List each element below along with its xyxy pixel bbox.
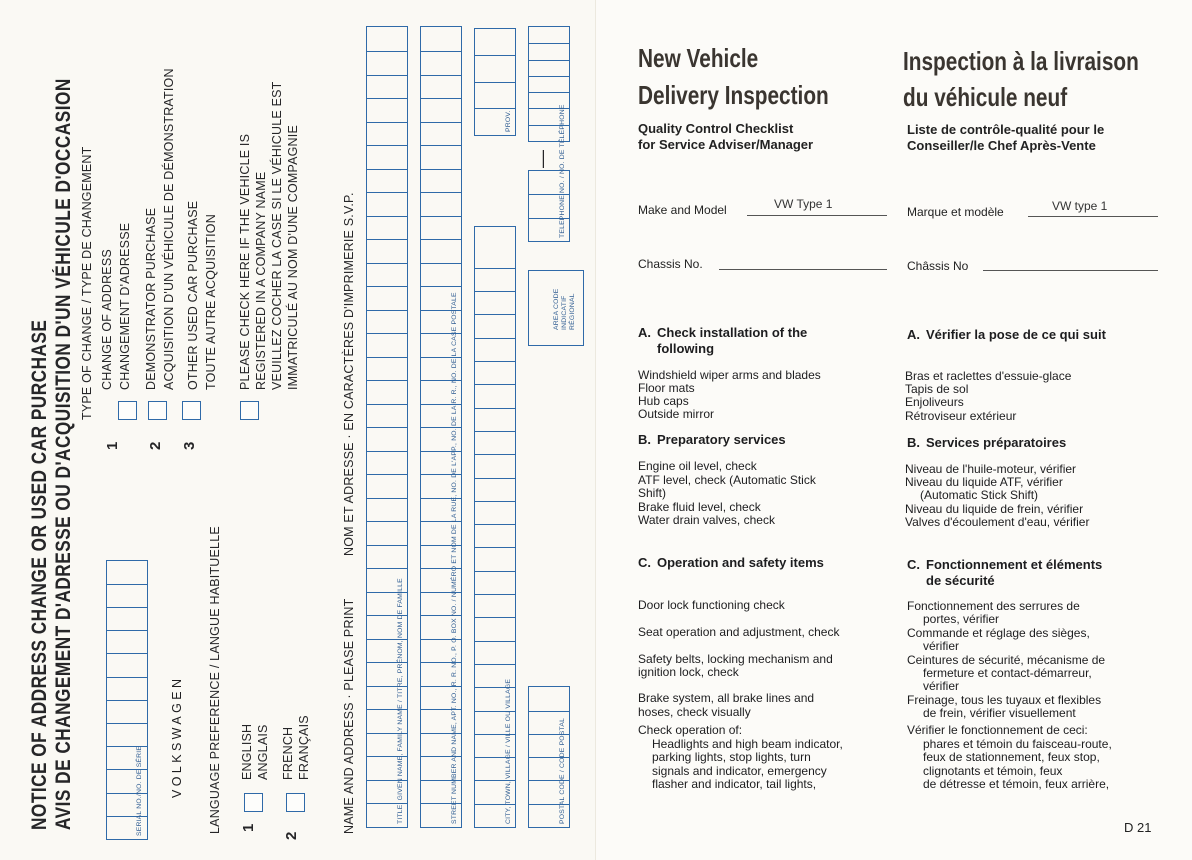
- company-registration-checkbox[interactable]: [240, 401, 259, 420]
- type-2-number: 2: [147, 441, 164, 450]
- item-b1-fr: Niveau de l'huile-moteur, vérifier: [905, 462, 1077, 476]
- item-c5-fr-2: phares et témoin du faisceau-route,: [923, 737, 1112, 751]
- area-code-label-2: INDICATIF: [561, 295, 568, 330]
- city-field-label: CITY, TOWN, VILLAGE / VILLE OU VILLAGE: [505, 678, 512, 824]
- item-b2-fr: Niveau du liquide ATF, vérifier: [905, 475, 1063, 489]
- language-francais-label: FRANÇAIS: [297, 715, 311, 780]
- item-c5-fr-1: Vérifier le fonctionnement de ceci:: [907, 723, 1088, 737]
- section-c-letter-en: C.: [638, 555, 651, 570]
- item-a1-fr: Bras et raclettes d'essuie-glace: [905, 369, 1072, 383]
- section-a-letter-fr: A.: [907, 327, 920, 342]
- name-field-label: TITLE, GIVEN NAME, FAMILY NAME / TITRE, PRÉNOM, NOM DE FAMILLE: [397, 578, 404, 824]
- item-b4-en: Brake fluid level, check: [638, 500, 761, 514]
- name-address-header-fr: NOM ET ADRESSE · EN CARACTÈRES D'IMPRIMERIE S.V.P.: [342, 192, 356, 556]
- item-a4-fr: Rétroviseur extérieur: [905, 409, 1017, 423]
- language-1-number: 1: [240, 823, 257, 832]
- item-a1-en: Windshield wiper arms and blades: [638, 368, 821, 382]
- other-used-car-label: OTHER USED CAR PURCHASE: [186, 200, 200, 390]
- chassis-label-en: Chassis No.: [638, 257, 703, 271]
- company-line-1: PLEASE CHECK HERE IF THE VEHICLE IS: [238, 133, 252, 390]
- telephone-label: TELEPHONE NO. / NO. DE TÉLÉPHONE: [559, 104, 566, 238]
- make-model-label-en: Make and Model: [638, 203, 727, 217]
- item-b5-fr: Valves d'écoulement d'eau, vérifier: [905, 515, 1090, 529]
- company-line-3: VEUILLEZ COCHER LA CASE SI LE VÉHICULE EST: [270, 81, 284, 390]
- item-c1-fr-1: Fonctionnement des serrures de: [907, 599, 1080, 613]
- form-title-fr: AVIS DE CHANGEMENT D'ADRESSE OU D'ACQUISITION D'UN VÉHICULE D'OCCASION: [52, 78, 75, 830]
- chassis-line-en[interactable]: [719, 269, 887, 270]
- item-c1-en: Door lock functioning check: [638, 598, 785, 612]
- language-english-label: ENGLISH: [240, 723, 254, 780]
- demonstrator-purchase-fr-label: ACQUISITION D'UN VÉHICULE DE DÉMONSTRATION: [162, 68, 176, 390]
- language-header: LANGUAGE PREFERENCE / LANGUE HABITUELLE: [208, 526, 222, 834]
- demonstrator-purchase-label: DEMONSTRATOR PURCHASE: [144, 207, 158, 390]
- item-c5-en-2: Headlights and high beam indicator,: [652, 737, 843, 751]
- demonstrator-purchase-checkbox[interactable]: [148, 401, 167, 420]
- change-of-address-label: CHANGE OF ADDRESS: [100, 249, 114, 390]
- change-of-address-checkbox[interactable]: [118, 401, 137, 420]
- item-b1-en: Engine oil level, check: [638, 459, 757, 473]
- province-label: PROV.: [505, 110, 512, 132]
- item-b3-fr: (Automatic Stick Shift): [920, 488, 1039, 502]
- item-c2-fr-1: Commande et réglage des sièges,: [907, 626, 1090, 640]
- item-c1-fr-2: portes, vérifier: [923, 612, 1000, 626]
- item-b2-en: ATF level, check (Automatic Stick: [638, 473, 816, 487]
- name-address-header: NAME AND ADDRESS · PLEASE PRINT: [342, 598, 356, 834]
- chassis-line-fr[interactable]: [983, 270, 1158, 271]
- item-c5-en-5: flasher and indicator, tail lights,: [652, 777, 817, 791]
- inspection-page: [596, 0, 1192, 860]
- title-fr-line-2: du véhicule neuf: [903, 82, 1068, 112]
- section-c-title-en: Operation and safety items: [657, 555, 824, 570]
- subtitle-en-line-2: for Service Adviser/Manager: [638, 137, 814, 152]
- item-c4-fr-1: Freinage, tous les tuyaux et flexibles: [907, 693, 1102, 707]
- item-b3-en: Shift): [638, 486, 667, 500]
- other-used-car-checkbox[interactable]: [182, 401, 201, 420]
- title-en-line-1: New Vehicle: [638, 43, 759, 73]
- subtitle-fr-line-2: Conseiller/le Chef Après-Vente: [907, 138, 1096, 153]
- item-c4-en-2: hoses, check visually: [638, 705, 751, 719]
- item-c5-en-1: Check operation of:: [638, 723, 743, 737]
- section-b-letter-fr: B.: [907, 435, 920, 450]
- item-c5-en-3: parking lights, stop lights, turn: [652, 750, 811, 764]
- type-1-number: 1: [104, 441, 121, 450]
- form-title-en: NOTICE OF ADDRESS CHANGE OR USED CAR PURCHASE: [28, 319, 51, 830]
- serial-number-label: SERIAL NO./NO. DE SÉRIE: [136, 745, 143, 836]
- section-b-title-en: Preparatory services: [657, 432, 786, 447]
- section-c-title-fr-2: de sécurité: [926, 573, 995, 588]
- item-b4-fr: Niveau du liquide de frein, vérifier: [905, 502, 1084, 516]
- subtitle-en-line-1: Quality Control Checklist: [638, 121, 794, 136]
- make-model-value-fr[interactable]: VW type 1: [1052, 199, 1108, 213]
- title-en-line-2: Delivery Inspection: [638, 80, 829, 110]
- section-b-title-fr: Services préparatoires: [926, 435, 1067, 450]
- area-code-label-3: RÉGIONAL: [569, 293, 576, 330]
- type-of-change-header: TYPE OF CHANGE / TYPE DE CHANGEMENT: [80, 146, 94, 420]
- title-fr-line-1: Inspection à la livraison: [903, 46, 1139, 76]
- subtitle-fr-line-1: Liste de contrôle-qualité pour le: [907, 122, 1105, 137]
- section-c-letter-fr: C.: [907, 557, 920, 572]
- item-a2-en: Floor mats: [638, 381, 695, 395]
- item-c5-fr-5: de détresse et témoin, feux arrière,: [923, 777, 1110, 791]
- company-line-4: IMMATRICULÉ AU NOM D'UNE COMPAGNIE: [286, 125, 300, 390]
- make-model-label-fr: Marque et modèle: [907, 205, 1004, 219]
- section-a-title-en-2: following: [657, 341, 715, 356]
- item-c5-fr-4: clignotants et témoin, feux: [923, 764, 1063, 778]
- postal-code-label: POSTAL CODE / CODE POSTAL: [559, 717, 566, 824]
- area-code-label-1: AREA CODE: [553, 288, 560, 330]
- language-french-label: FRENCH: [281, 726, 295, 780]
- make-model-line-en: [747, 215, 887, 216]
- page-number: D 21: [1124, 820, 1152, 835]
- item-c3-fr-2: fermeture et contact-démarreur,: [923, 666, 1092, 680]
- changement-adresse-label: CHANGEMENT D'ADRESSE: [118, 222, 132, 390]
- item-c4-en-1: Brake system, all brake lines and: [638, 691, 815, 705]
- section-a-title-fr: Vérifier la pose de ce qui suit: [926, 327, 1106, 342]
- item-a3-fr: Enjoliveurs: [905, 395, 964, 409]
- item-c5-fr-3: feux de stationnement, feux stop,: [923, 750, 1100, 764]
- section-a-letter-en: A.: [638, 325, 651, 340]
- section-a-title-en-1: Check installation of the: [657, 325, 808, 340]
- make-model-line-fr: [1028, 216, 1158, 217]
- language-2-number: 2: [283, 831, 300, 840]
- make-model-value-en[interactable]: VW Type 1: [774, 197, 833, 211]
- brand-label: VOLKSWAGEN: [170, 675, 184, 798]
- serial-number-field[interactable]: [106, 560, 148, 840]
- language-french-checkbox[interactable]: [286, 793, 305, 812]
- item-a3-en: Hub caps: [638, 394, 689, 408]
- item-c3-fr-1: Ceintures de sécurité, mécanisme de: [907, 653, 1106, 667]
- item-c3-en-2: ignition lock, check: [638, 665, 739, 679]
- item-a2-fr: Tapis de sol: [905, 382, 969, 396]
- item-b5-en: Water drain valves, check: [638, 513, 775, 527]
- street-field-label: STREET NUMBER AND NAME, APT. NO., R. R. NO., P. O. BOX NO. / NUMÉRO ET NOM DE LA RUE, NO. DE L'APP., NO. DE LA R. R., NO. DE LA CASE POSTALE: [451, 292, 458, 824]
- other-used-car-fr-label: TOUTE AUTRE ACQUISITION: [204, 214, 218, 390]
- item-a4-en: Outside mirror: [638, 407, 715, 421]
- type-3-number: 3: [181, 441, 198, 450]
- chassis-label-fr: Châssis No: [907, 259, 969, 273]
- language-english-checkbox[interactable]: [244, 793, 263, 812]
- item-c3-en-1: Safety belts, locking mechanism and: [638, 652, 833, 666]
- item-c3-fr-3: vérifier: [923, 679, 960, 693]
- telephone-dash: —: [532, 150, 552, 168]
- item-c5-en-4: signals and indicator, emergency: [652, 764, 827, 778]
- section-c-title-fr-1: Fonctionnement et éléments: [926, 557, 1103, 572]
- section-b-letter-en: B.: [638, 432, 651, 447]
- language-anglais-label: ANGLAIS: [256, 724, 270, 780]
- company-line-2: REGISTERED IN A COMPANY NAME: [254, 171, 268, 390]
- item-c2-en: Seat operation and adjustment, check: [638, 625, 840, 639]
- item-c4-fr-2: de frein, vérifier visuellement: [923, 706, 1076, 720]
- item-c2-fr-2: vérifier: [923, 639, 960, 653]
